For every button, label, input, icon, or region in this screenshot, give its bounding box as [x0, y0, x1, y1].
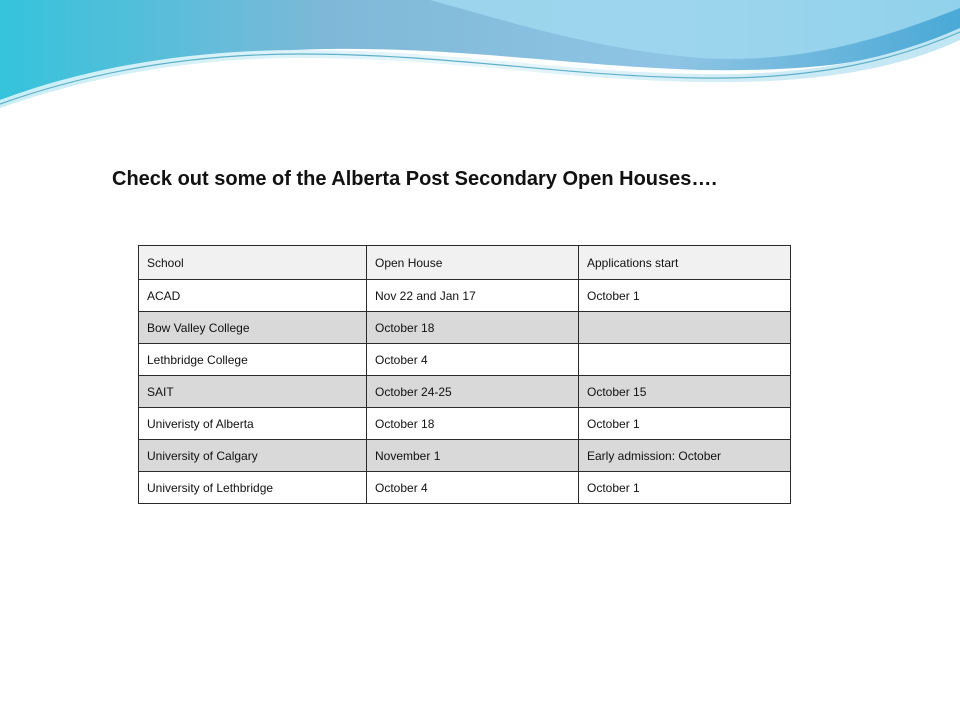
- cell-school: University of Calgary: [139, 440, 367, 472]
- slide-title: Check out some of the Alberta Post Secondary Open Houses….: [112, 168, 717, 190]
- cell-school: University of Lethbridge: [139, 472, 367, 504]
- cell-applications-start: October 1: [579, 472, 791, 504]
- cell-school: Bow Valley College: [139, 312, 367, 344]
- cell-applications-start: October 1: [579, 280, 791, 312]
- open-house-table: [138, 245, 791, 504]
- table-row: [139, 280, 791, 312]
- cell-open-house: Nov 22 and Jan 17: [367, 280, 579, 312]
- cell-applications-start: Early admission: October: [579, 440, 791, 472]
- cell-open-house: October 24-25: [367, 376, 579, 408]
- header-cell-applications-start: Applications start: [579, 246, 791, 280]
- table-row: [139, 376, 791, 408]
- decorative-wave-banner: [0, 0, 960, 130]
- cell-applications-start: [579, 312, 791, 344]
- table-row: [139, 440, 791, 472]
- header-cell-open-house: Open House: [367, 246, 579, 280]
- table-row: [139, 408, 791, 440]
- cell-applications-start: [579, 344, 791, 376]
- cell-applications-start: October 1: [579, 408, 791, 440]
- cell-applications-start: October 15: [579, 376, 791, 408]
- cell-open-house: October 4: [367, 344, 579, 376]
- cell-open-house: October 18: [367, 312, 579, 344]
- cell-open-house: November 1: [367, 440, 579, 472]
- cell-open-house: October 4: [367, 472, 579, 504]
- cell-school: Univeristy of Alberta: [139, 408, 367, 440]
- header-cell-school: School: [139, 246, 367, 280]
- cell-school: ACAD: [139, 280, 367, 312]
- table-header-row: [139, 246, 791, 280]
- table-row: [139, 312, 791, 344]
- cell-school: SAIT: [139, 376, 367, 408]
- table-row: [139, 472, 791, 504]
- table-row: [139, 344, 791, 376]
- cell-school: Lethbridge College: [139, 344, 367, 376]
- cell-open-house: October 18: [367, 408, 579, 440]
